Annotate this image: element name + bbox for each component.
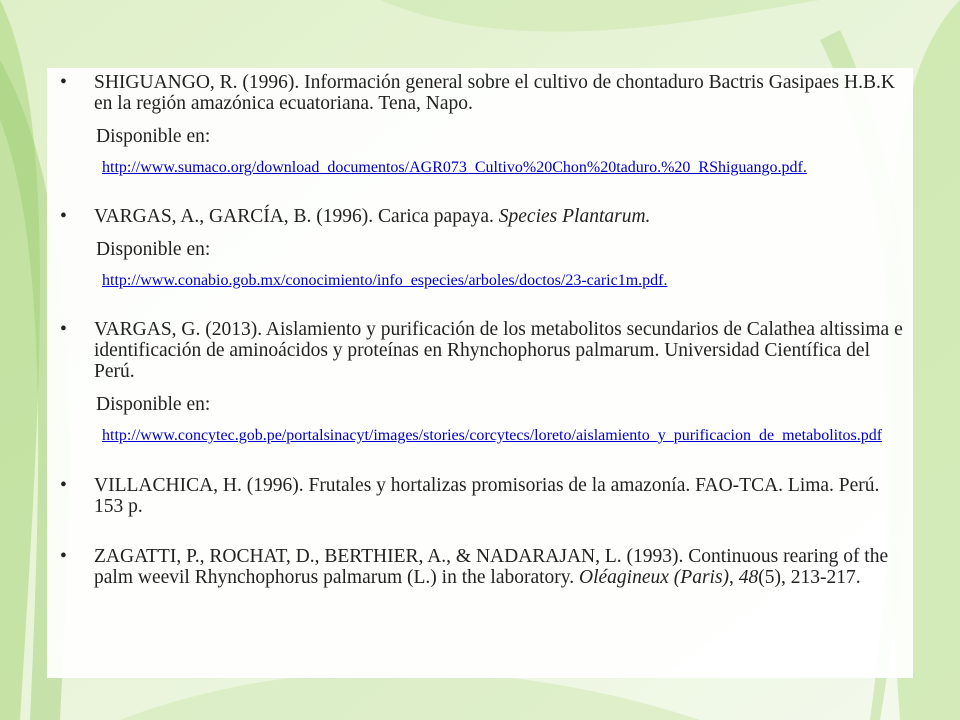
reference-url[interactable]: http://www.sumaco.org/download_documentos/AGR073_Cultivo%20Chon%20taduro.%20_RShiguango.pdf [102, 159, 803, 176]
url-suffix: . [802, 159, 807, 176]
reference-link[interactable] [102, 272, 908, 290]
reference-list [58, 72, 908, 588]
reference-link[interactable] [102, 159, 908, 177]
reference-pages: (5), 213-217. [758, 567, 861, 588]
reference-text: VARGAS, G. (2013). Aislamiento y purificación de los metabolitos secundarios de Calathea altissima e identificación de aminoácidos y proteínas en Rhynchophorus palmarum. Universidad Científica del Perú. [94, 319, 903, 382]
bullet: • [60, 72, 67, 93]
reference-link[interactable] [102, 427, 908, 445]
available-label: Disponible en: [96, 239, 211, 260]
reference-journal: Species Plantarum. [498, 206, 651, 227]
list-item [58, 72, 908, 177]
bullet: • [60, 319, 67, 340]
reference-url[interactable]: http://www.conabio.gob.mx/conocimiento/info_especies/arboles/doctos/23-caric1m.pdf [102, 272, 664, 289]
reference-separator: , [729, 567, 739, 588]
reference-text [94, 206, 908, 227]
reference-text [94, 546, 908, 588]
reference-text-prefix: VARGAS, A., GARCÍA, B. (1996). Carica papaya. [94, 206, 499, 227]
reference-text: VILLACHICA, H. (1996). Frutales y hortalizas promisorias de la amazonía. FAO-TCA. Lima. Perú. 153 p. [94, 475, 880, 517]
list-item [58, 475, 908, 517]
bullet: • [60, 546, 67, 567]
url-suffix: . [663, 272, 668, 289]
available-label: Disponible en: [96, 394, 211, 415]
list-item [58, 546, 908, 588]
reference-journal: Oléagineux (Paris) [579, 567, 730, 588]
reference-url[interactable]: http://www.concytec.gob.pe/portalsinacyt/images/stories/corcytecs/loreto/aislamiento_y_purificacion_de_metabolitos.pdf [102, 427, 883, 444]
list-item [58, 206, 908, 290]
bullet: • [60, 475, 67, 496]
reference-text: SHIGUANGO, R. (1996). Información general sobre el cultivo de chontaduro Bactris Gasipaes H.B.K en la región amazónica ecuatoriana. Tena, Napo. [94, 72, 895, 114]
available-label: Disponible en: [96, 126, 211, 147]
list-item [58, 319, 908, 445]
bullet: • [60, 206, 67, 227]
reference-text-prefix: ZAGATTI, P., ROCHAT, D., BERTHIER, A., & NADARAJAN, L. (1993). Continuous rearing of the palm weevil Rhynchophorus palmarum (L.) in the laboratory. [94, 546, 889, 588]
reference-volume: 48 [738, 567, 759, 588]
